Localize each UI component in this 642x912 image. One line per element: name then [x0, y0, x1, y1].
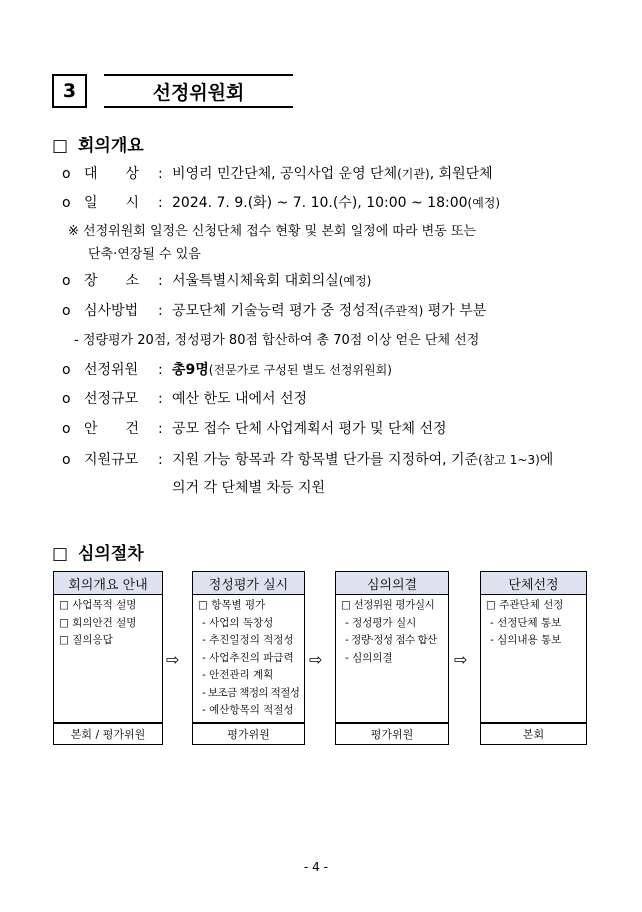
- section-number: 3: [52, 74, 87, 108]
- bullet-icon: o: [62, 273, 71, 289]
- list-item: □ 사업목적 설명: [59, 599, 137, 611]
- item-value: 공모 접수 단체 사업계획서 평가 및 단체 선정: [172, 421, 447, 437]
- step-3-body: [335, 595, 449, 723]
- step-1-footer: 본회 / 평가위원: [53, 723, 163, 745]
- item-label: 일 시: [84, 195, 140, 211]
- list-item: - 보조금 책정의 적절성: [202, 686, 300, 699]
- item-label: 선정규모: [84, 391, 139, 407]
- list-item: - 선정단체 통보: [490, 616, 562, 629]
- bullet-icon: o: [62, 421, 71, 437]
- item-label: 대 상: [84, 166, 140, 182]
- list-item: - 사업의 독창성: [202, 616, 274, 629]
- list-item: □ 선정위원 평가실시: [341, 599, 435, 611]
- step-3-footer: 평가위원: [335, 723, 449, 745]
- arrow-right-icon: ⇨: [309, 650, 323, 669]
- item-value: 2024. 7. 9.(화) ~ 7. 10.(수), 10:00 ~ 18:00(예정): [172, 195, 501, 211]
- page-number: - 4 -: [304, 860, 328, 874]
- list-item: - 정량·정성 점수 합산: [345, 634, 437, 646]
- list-item: □ 주관단체 선정: [486, 599, 564, 611]
- reference-mark-icon: ※: [68, 224, 79, 239]
- list-item: - 정성평가 실시: [345, 616, 417, 629]
- item-colon: :: [158, 195, 163, 211]
- arrow-right-icon: ⇨: [454, 650, 468, 669]
- item-date: [62, 194, 602, 212]
- bullet-icon: o: [62, 391, 71, 407]
- step-1-body: [53, 595, 163, 723]
- item-target: [62, 165, 602, 183]
- item-label: 지원규모: [84, 452, 139, 468]
- list-item: □ 항목별 평가: [198, 599, 266, 611]
- checkbox-square-icon: □: [52, 136, 69, 156]
- list-item: - 사업추진의 파급력: [202, 651, 294, 664]
- item-value: 서울특별시체육회 대회의실(예정): [172, 273, 372, 289]
- list-item: - 예산항목의 적절성: [202, 704, 294, 716]
- support-line-2: 의거 각 단체별 차등 지원: [172, 480, 326, 496]
- step-4-footer: 본회: [480, 723, 587, 745]
- procedure-heading: [52, 539, 144, 564]
- item-colon: :: [158, 273, 163, 289]
- note-line-1: 선정위원회 일정은 신청단체 접수 현황 및 본회 일정에 따라 변동 또는: [83, 224, 476, 239]
- bullet-icon: o: [62, 166, 71, 182]
- section-title: 선정위원회: [104, 74, 293, 108]
- item-scale: [62, 390, 602, 408]
- item-colon: :: [158, 452, 163, 468]
- item-label: 심사방법: [84, 303, 139, 319]
- step-1-title: 회의개요 안내: [53, 571, 163, 595]
- item-value: 예산 한도 내에서 선정: [172, 391, 308, 407]
- item-colon: :: [158, 391, 163, 407]
- bullet-icon: o: [62, 362, 71, 378]
- list-item: □ 회의안건 설명: [59, 616, 137, 629]
- schedule-note: [68, 223, 476, 241]
- method-sub-note: - 정량평가 20점, 정성평가 80점 합산하여 총 70점 이상 얻은 단체 선정: [74, 333, 480, 348]
- list-item: - 안전관리 계획: [202, 669, 274, 681]
- list-item: - 심의내용 통보: [490, 634, 562, 646]
- item-colon: :: [158, 166, 163, 182]
- step-4-body: [480, 595, 587, 723]
- item-value: 지원 가능 항목과 각 항목별 단가를 지정하여, 기준(참고 1~3)에: [172, 452, 554, 468]
- note-line-2: 단축·연장될 수 있음: [88, 247, 201, 262]
- item-colon: :: [158, 303, 163, 319]
- procedure-heading-text: 심의절차: [77, 544, 144, 564]
- step-2-title: 정성평가 실시: [192, 571, 305, 595]
- item-value: 총9명(전문가로 구성된 별도 선정위원회): [172, 362, 392, 378]
- item-value: 비영리 민간단체, 공익사업 운영 단체(기관), 회원단체: [172, 166, 493, 182]
- list-item: - 심의의결: [345, 651, 393, 664]
- bullet-icon: o: [62, 452, 71, 468]
- step-3-title: 심의의결: [335, 571, 449, 595]
- checkbox-square-icon: □: [52, 544, 69, 564]
- item-label: 선정위원: [84, 362, 139, 378]
- item-colon: :: [158, 362, 163, 378]
- overview-heading: [52, 131, 144, 156]
- item-committee: [62, 361, 602, 379]
- list-item: □ 질의응답: [59, 634, 113, 646]
- arrow-right-icon: ⇨: [166, 650, 180, 669]
- item-colon: :: [158, 421, 163, 437]
- bullet-icon: o: [62, 303, 71, 319]
- item-label: 안 건: [84, 421, 140, 437]
- item-support: [62, 451, 602, 469]
- item-method: [62, 302, 602, 320]
- item-label: 장 소: [84, 273, 140, 289]
- bullet-icon: o: [62, 195, 71, 211]
- step-2-body: [192, 595, 305, 723]
- item-agenda: [62, 420, 602, 438]
- item-place: [62, 272, 602, 290]
- step-2-footer: 평가위원: [192, 723, 305, 745]
- list-item: - 추진일정의 적정성: [202, 634, 294, 646]
- overview-heading-text: 회의개요: [77, 136, 144, 156]
- step-4-title: 단체선정: [480, 571, 587, 595]
- item-value: 공모단체 기술능력 평가 중 정성적(주관적) 평가 부분: [172, 303, 487, 319]
